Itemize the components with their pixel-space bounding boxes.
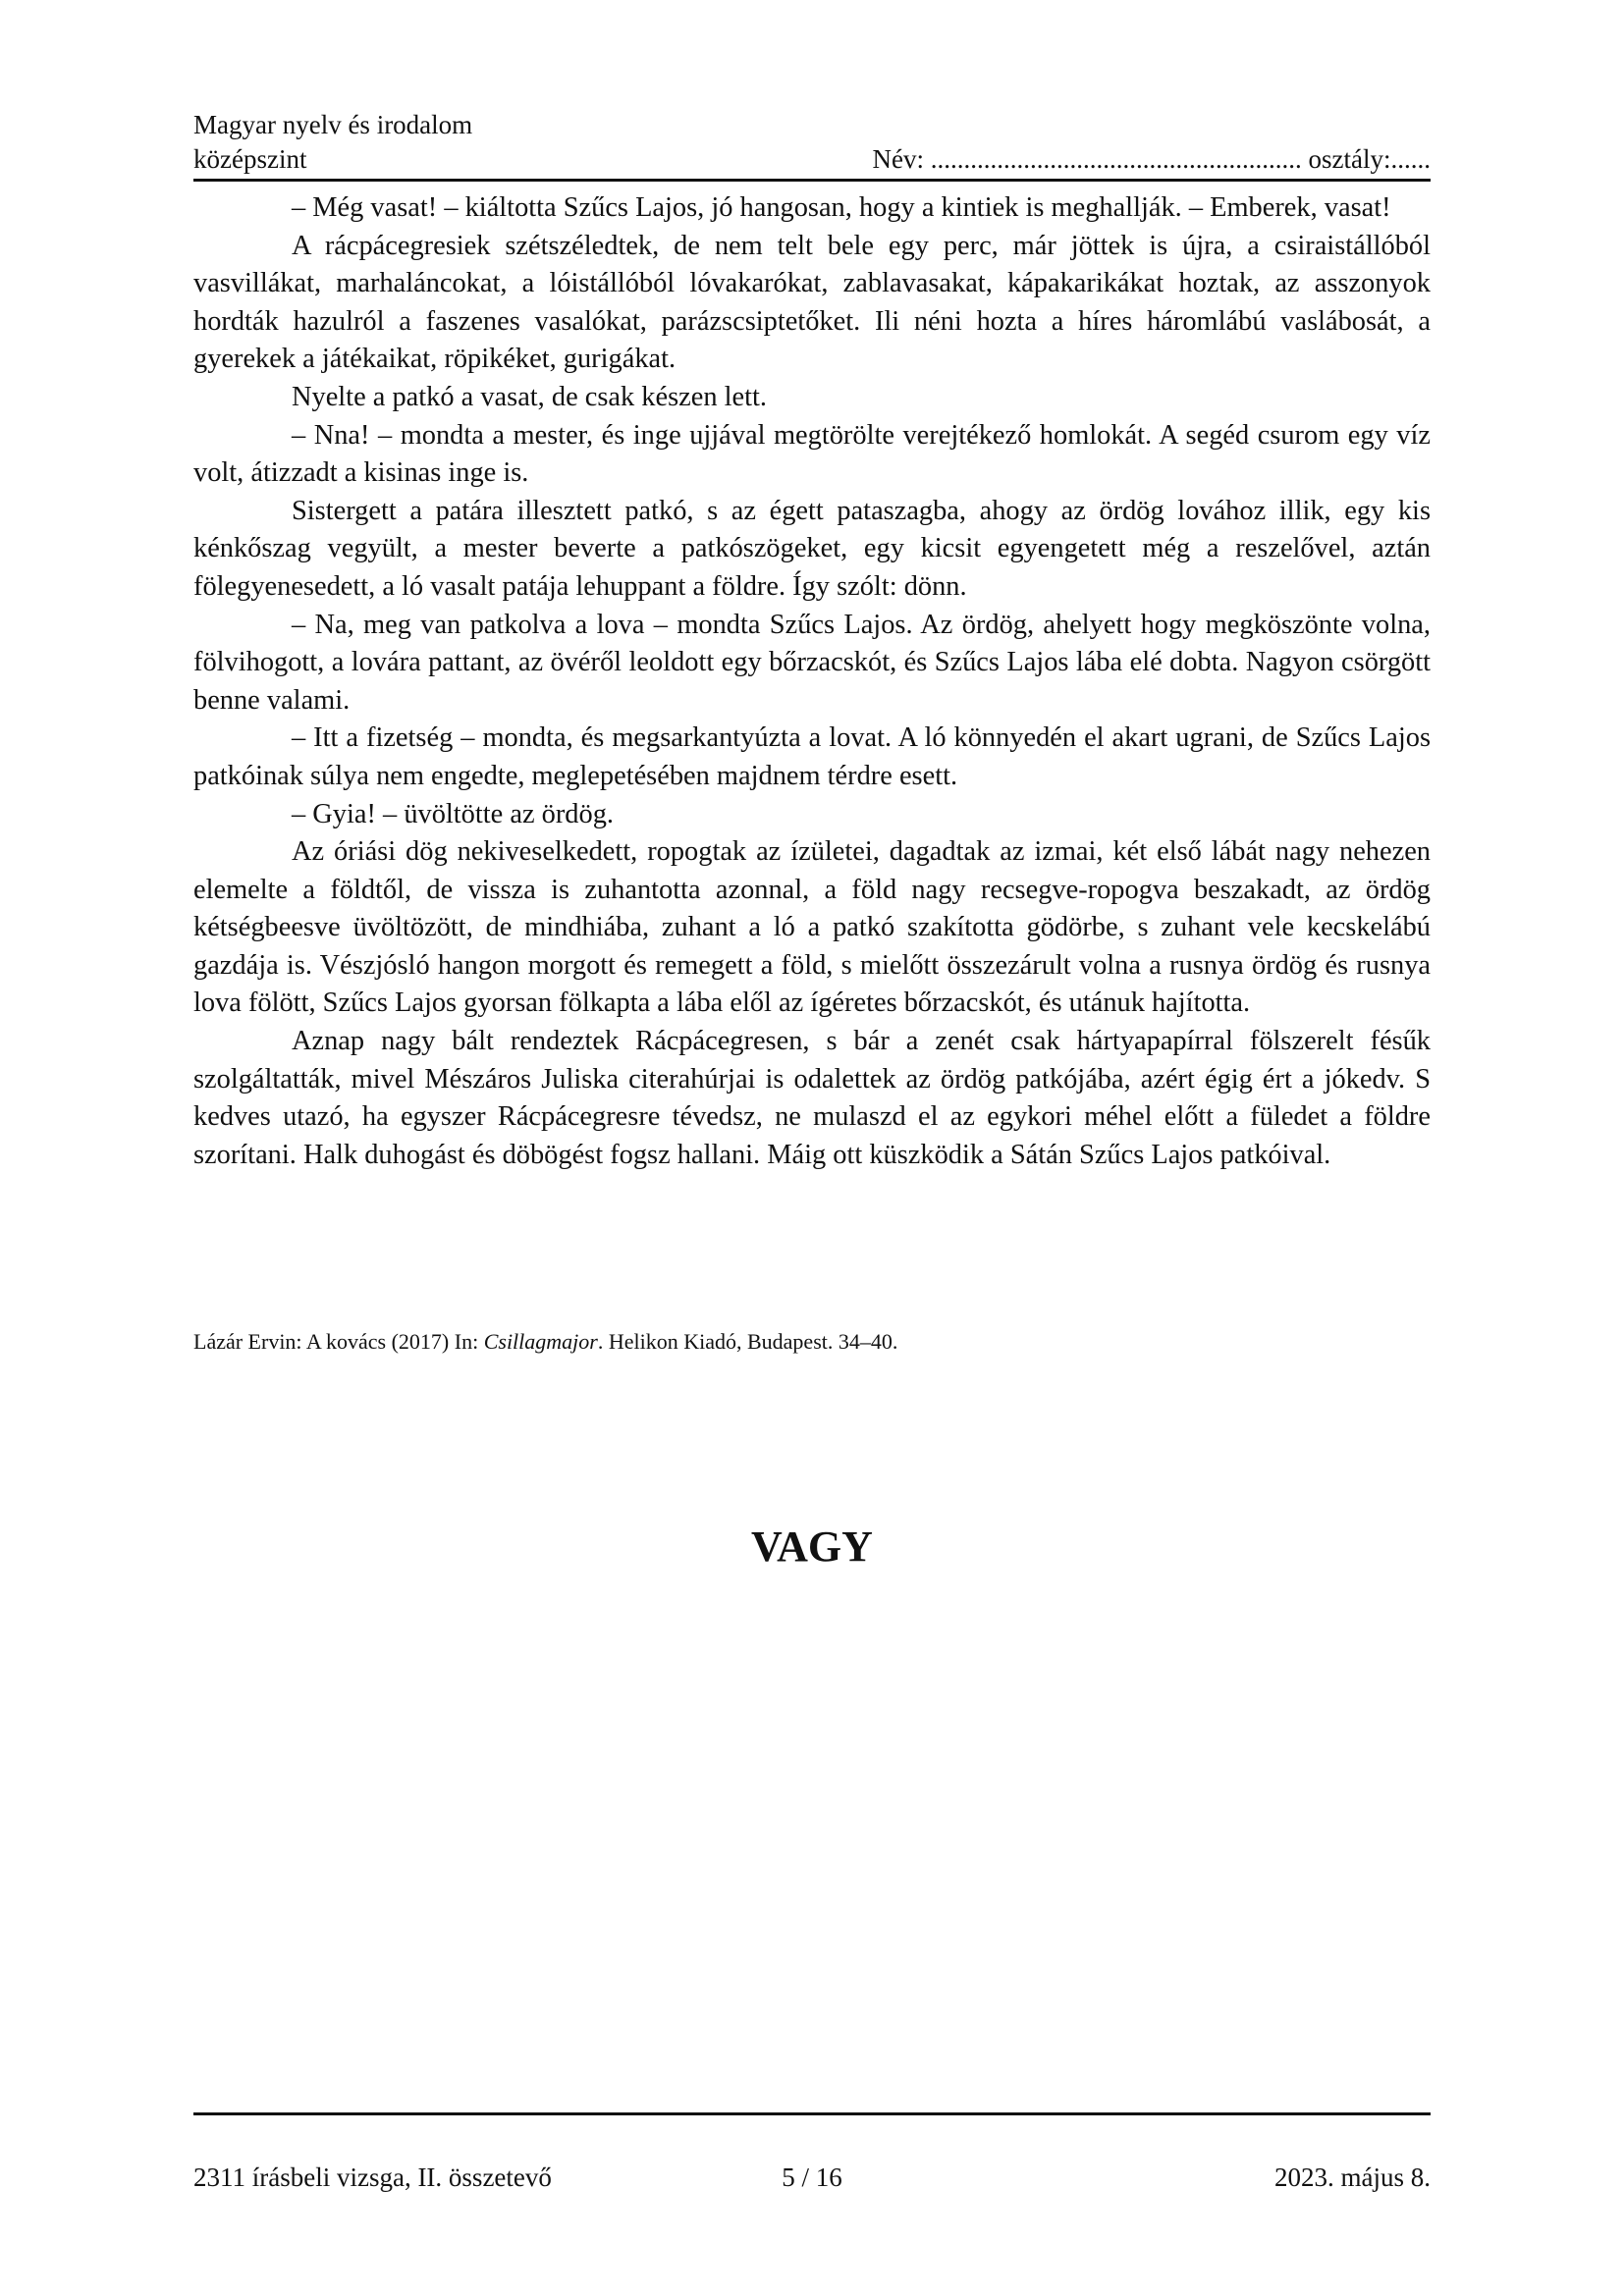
footer-divider — [193, 2112, 1431, 2115]
subject-label — [193, 108, 472, 177]
exam-date: 2023. május 8. — [1274, 2163, 1431, 2192]
page-footer — [193, 2160, 1431, 2199]
paragraph: A rácpácegresiek szétszéledtek, de nem telt bele egy perc, már jöttek is újra, a csiraistállóból vasvillákat, marhaláncokat, a lóistállóból lóvakarókat, zablavasakat, kápakarikákat hoztak, az asszonyok hordták hazulról a faszenes vasalókat, parázscsiptetőket. Ili néni hozta a híres háromlábú vaslábosát, a gyerekek a játékaikat, röpikéket, gurigákat. — [193, 230, 1431, 375]
citation-publisher: . Helikon Kiadó, Budapest. 34–40. — [597, 1329, 898, 1354]
citation-book-title: Csillagmajor — [483, 1329, 598, 1354]
paragraph: Nyelte a patkó a vasat, de csak készen lett. — [292, 381, 768, 412]
paragraph: – Gyia! – üvöltötte az ördög. — [292, 798, 614, 829]
story-text — [193, 189, 1431, 1174]
source-citation — [193, 1327, 897, 1357]
paragraph: – Nna! – mondta a mester, és inge ujjával megtörölte verejtékező homlokát. A segéd csurom egy víz volt, átizzadt a kisinas inge is. — [193, 419, 1431, 489]
paragraph: – Na, meg van patkolva a lova – mondta Szűcs Lajos. Az ördög, ahelyett hogy megköszönte volna, fölvihogott, a lovára pattant, az övéről leoldott egy bőrzacskót, és Szűcs Lajos lába elé dobta. Nagyon csörgött benne valami. — [193, 609, 1431, 716]
exam-id: 2311 írásbeli vizsga, II. összetevő — [193, 2163, 552, 2192]
name-class-field: Név: ........................................................ osztály:...... — [872, 144, 1431, 174]
page-number: 5 / 16 — [782, 2163, 842, 2192]
paragraph: Aznap nagy bált rendeztek Rácpácegresen, s bár a zenét csak hártyapapírral fölszerelt fésűk szolgáltatták, mivel Mészáros Juliska citerahúrjai is odalettek az ördög patkójába, azért égig ért a jókedv. S kedves utazó, ha egyszer Rácpácegresre tévedsz, ne mulaszd el az egykori méhel előtt a füledet a földre szorítani. Halk duhogást és döbögést fogsz hallani. Máig ott küszködik a Sátán Szűcs Lajos patkóival. — [193, 1026, 1431, 1170]
paragraph: – Itt a fizetség – mondta, és megsarkantyúzta a lovat. A ló könnyedén el akart ugrani, de Szűcs Lajos patkóinak súlya nem engedte, meglepetésében majdnem térdre esett. — [193, 722, 1431, 791]
page-header — [193, 108, 1431, 177]
header-divider — [193, 179, 1431, 182]
paragraph: – Még vasat! – kiáltotta Szűcs Lajos, jó hangosan, hogy a kintiek is meghallják. – Emberek, vasat! — [292, 192, 1391, 223]
subject-level: középszint — [193, 144, 307, 174]
subject-name: Magyar nyelv és irodalom — [193, 110, 473, 139]
paragraph: Az óriási dög nekiveselkedett, ropogtak az ízületei, dagadtak az izmai, két első lábát nagy nehezen elemelte a földtől, de vissza is zuhantotta azonnal, a föld nagy recsegve-ropogva beszakadt, az ördög kétségbeesve üvöltözött, de mindhiába, zuhant a ló a patkó szakította gödörbe, s zuhant vele kecskelábú gazdája is. Vészjósló hangon morgott és remegett a föld, s mielőtt összezárult volna a rusnya ördög és rusnya lova fölött, Szűcs Lajos gyorsan fölkapta a lába elől az ígéretes bőrzacskót, és utánuk hajította. — [193, 836, 1431, 1019]
paragraph: Sistergett a patára illesztett patkó, s az égett pataszagba, ahogy az ördög lovához illik, egy kis kénkőszag vegyült, a mester beverte a patkószögeket, egy kicsit egyengetett még a reszelővel, aztán fölegyenesedett, a ló vasalt patája lehuppant a földre. Így szólt: dönn. — [193, 495, 1431, 602]
or-separator: VAGY — [751, 1522, 873, 1571]
citation-author: Lázár Ervin: A kovács (2017) In: — [193, 1329, 484, 1354]
